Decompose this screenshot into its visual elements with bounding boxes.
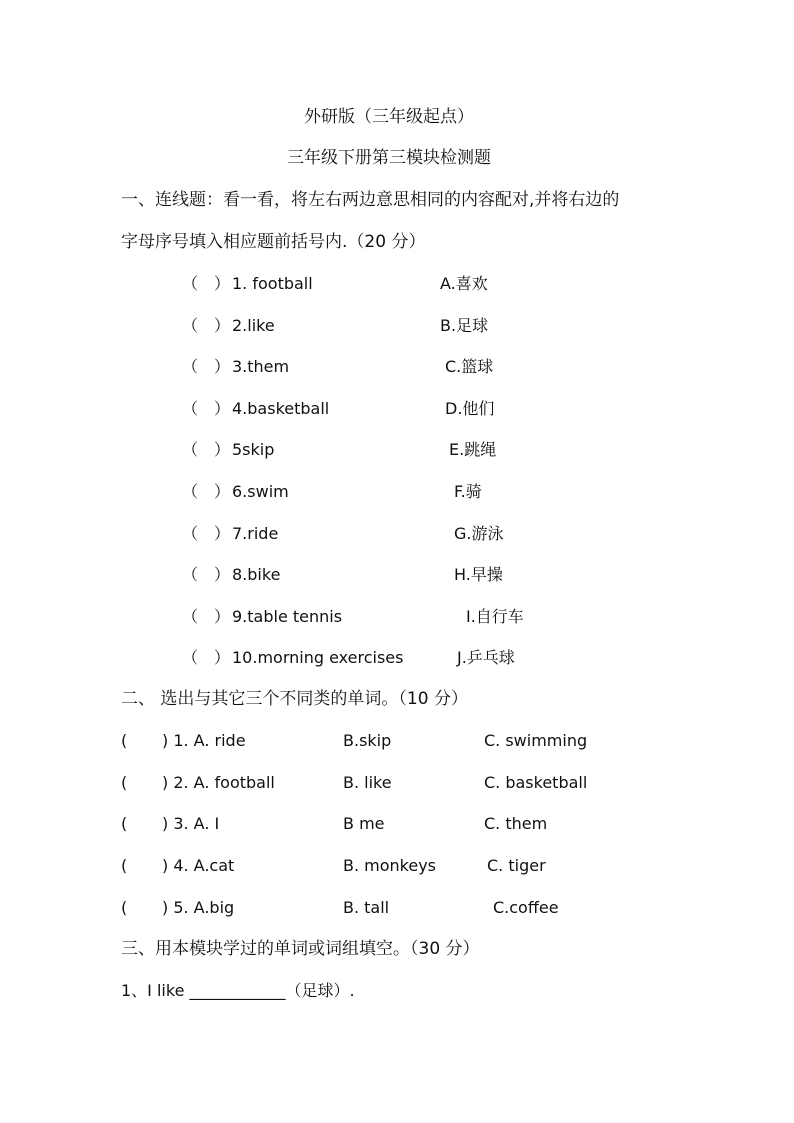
- chinese-meaning: D.他们: [445, 399, 495, 418]
- english-word: 1. football: [232, 274, 313, 293]
- answer-bracket[interactable]: （ ）: [182, 399, 231, 418]
- english-word: 4.basketball: [232, 399, 330, 418]
- english-word: 6.swim: [232, 482, 289, 501]
- option-b: B. like: [343, 773, 392, 792]
- option-a: ) 1. A. ride: [162, 731, 246, 750]
- section3-heading: 三、用本模块学过的单词或词组填空。（30 分）: [121, 939, 480, 959]
- chinese-meaning: E.跳绳: [449, 440, 497, 459]
- option-c: C. swimming: [484, 731, 588, 750]
- page-subtitle: 三年级下册第三模块检测题: [287, 148, 491, 168]
- answer-bracket[interactable]: （ ）: [182, 524, 231, 543]
- answer-bracket[interactable]: （ ）: [182, 607, 231, 626]
- option-c: C. them: [484, 814, 548, 833]
- chinese-meaning: J.乒乓球: [457, 648, 515, 667]
- option-b: B. monkeys: [343, 856, 437, 875]
- chinese-meaning: B.足球: [440, 316, 489, 335]
- chinese-meaning: G.游泳: [454, 524, 504, 543]
- answer-bracket[interactable]: （ ）: [182, 482, 231, 501]
- section1-heading-line2: 字母序号填入相应题前括号内.（20 分）: [121, 232, 426, 252]
- chinese-meaning: F.骑: [454, 482, 482, 501]
- option-a: ) 4. A.cat: [162, 856, 235, 875]
- answer-bracket[interactable]: （ ）: [182, 316, 231, 335]
- english-word: 3.them: [232, 357, 290, 376]
- option-c: C. tiger: [487, 856, 546, 875]
- section1-heading-line1: 一、连线题：看一看，将左右两边意思相同的内容配对,并将右边的: [121, 190, 620, 210]
- answer-bracket[interactable]: （ ）: [182, 440, 231, 459]
- answer-bracket-open[interactable]: (: [121, 856, 128, 875]
- option-c: C. basketball: [484, 773, 588, 792]
- english-word: 7.ride: [232, 524, 279, 543]
- chinese-meaning: A.喜欢: [440, 274, 488, 293]
- section2-heading: 二、 选出与其它三个不同类的单词。（10 分）: [121, 689, 468, 709]
- option-a: ) 5. A.big: [162, 898, 235, 917]
- option-c: C.coffee: [493, 898, 559, 917]
- answer-bracket-open[interactable]: (: [121, 814, 128, 833]
- chinese-meaning: C.篮球: [445, 357, 494, 376]
- answer-bracket-open[interactable]: (: [121, 773, 128, 792]
- option-b: B.skip: [343, 731, 392, 750]
- chinese-meaning: H.早操: [454, 565, 503, 584]
- answer-bracket[interactable]: （ ）: [182, 648, 231, 667]
- page-title: 外研版（三年级起点）: [304, 107, 474, 127]
- answer-bracket[interactable]: （ ）: [182, 357, 231, 376]
- english-word: 10.morning exercises: [232, 648, 404, 667]
- answer-bracket[interactable]: （ ）: [182, 274, 231, 293]
- chinese-meaning: I.自行车: [466, 607, 524, 626]
- fill-blank-question-1: 1、I like ____________（足球）.: [121, 981, 355, 1000]
- english-word: 5skip: [232, 440, 275, 459]
- english-word: 2.like: [232, 316, 275, 335]
- option-a: ) 2. A. football: [162, 773, 275, 792]
- option-b: B. tall: [343, 898, 390, 917]
- answer-bracket-open[interactable]: (: [121, 898, 128, 917]
- option-b: B me: [343, 814, 385, 833]
- english-word: 9.table tennis: [232, 607, 343, 626]
- option-a: ) 3. A. I: [162, 814, 220, 833]
- english-word: 8.bike: [232, 565, 281, 584]
- answer-bracket-open[interactable]: (: [121, 731, 128, 750]
- answer-bracket[interactable]: （ ）: [182, 565, 231, 584]
